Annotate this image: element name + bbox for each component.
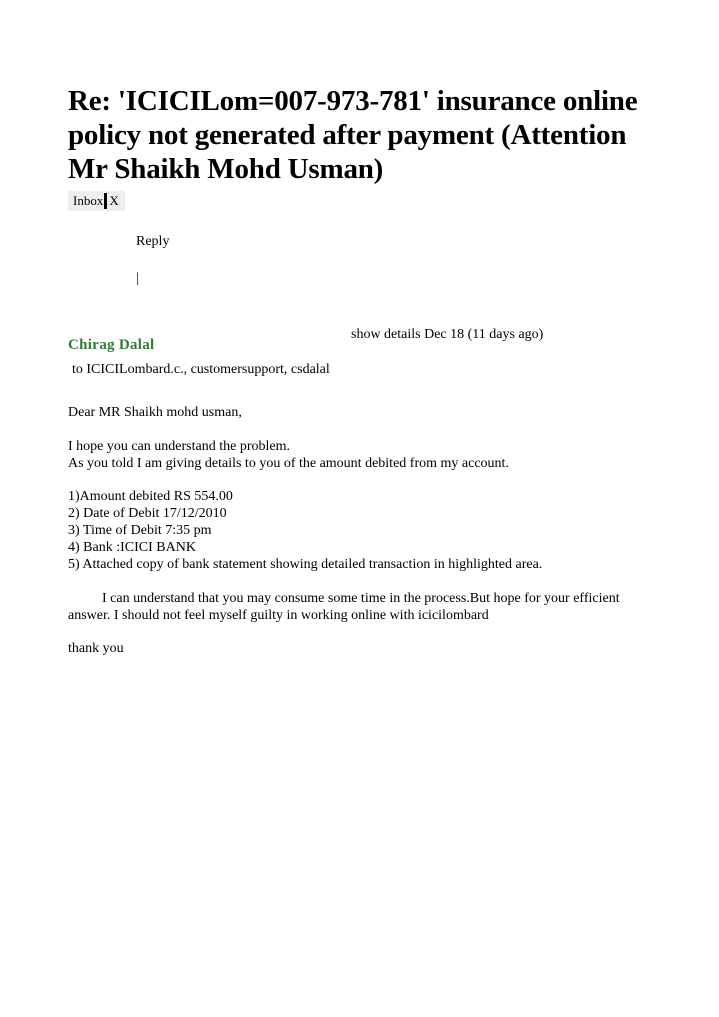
detail-line: 5) Attached copy of bank statement showing detailed transaction in highlighted area. xyxy=(68,557,543,572)
detail-line: 2) Date of Debit 17/12/2010 xyxy=(68,506,227,521)
greeting-line: Dear MR Shaikh mohd usman, xyxy=(68,405,242,420)
message-body xyxy=(68,404,648,657)
action-separator: | xyxy=(136,271,139,286)
inbox-label xyxy=(68,191,125,211)
label-separator xyxy=(104,193,107,209)
closing-line: thank you xyxy=(68,641,124,656)
remove-label-button[interactable]: X xyxy=(109,193,119,208)
email-subject: Re: 'ICICILom=007-973-781' insurance online policy not generated after payment (Attention Mr Shaikh Mohd Usman) xyxy=(68,85,638,185)
message-date: Dec 18 (11 days ago) xyxy=(424,327,544,342)
body-paragraph: I can understand that you may consume some time in the process.But hope for your efficient answer. I should not feel myself guilty in working online with icicilombard xyxy=(68,590,620,623)
recipients-line[interactable]: to ICICILombard.c., customersupport, csdalal xyxy=(72,362,330,377)
reply-button[interactable]: Reply xyxy=(136,234,170,249)
detail-line: 1)Amount debited RS 554.00 xyxy=(68,489,233,504)
sender-name[interactable]: Chirag Dalal xyxy=(68,337,155,353)
detail-line: 4) Bank :ICICI BANK xyxy=(68,540,196,555)
inbox-label-text: Inbox xyxy=(73,193,104,208)
detail-line: 3) Time of Debit 7:35 pm xyxy=(68,523,212,538)
body-line: As you told I am giving details to you of the amount debited from my account. xyxy=(68,455,509,471)
body-line: I hope you can understand the problem. xyxy=(68,438,290,454)
message-meta xyxy=(351,326,543,344)
show-details-link[interactable]: show details xyxy=(351,327,421,342)
